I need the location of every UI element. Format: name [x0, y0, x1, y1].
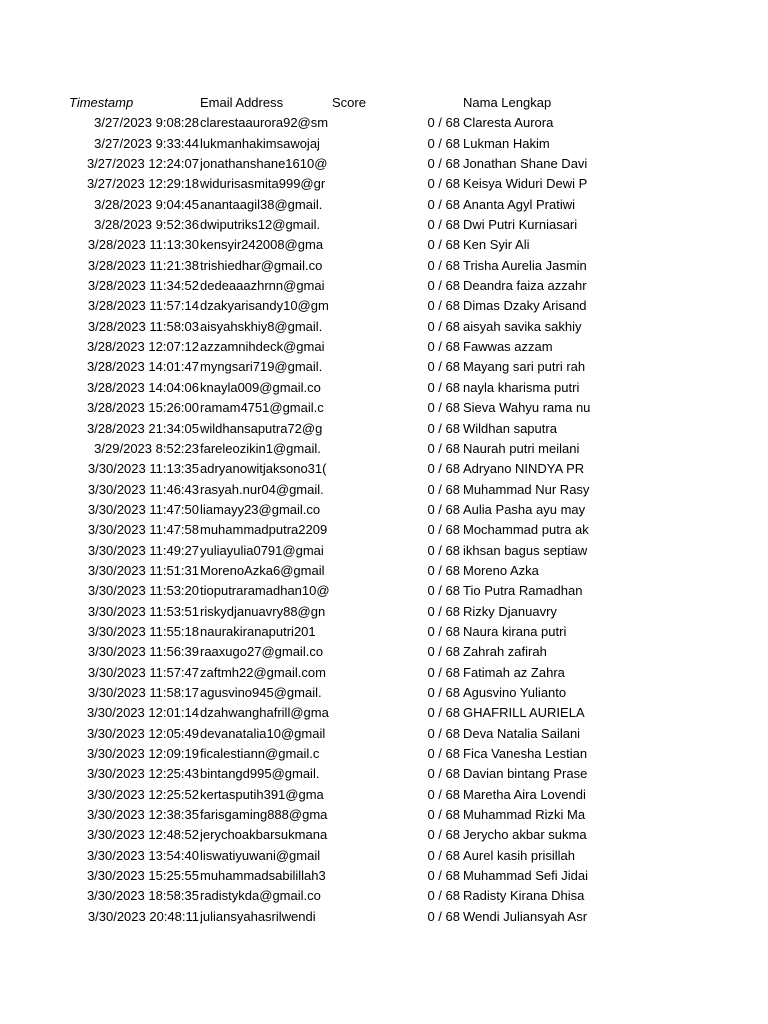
score-cell: 0 / 68: [427, 908, 460, 924]
timestamp-cell: 3/28/2023 11:21:38: [87, 257, 199, 273]
timestamp-cell: 3/27/2023 9:33:44: [94, 135, 199, 151]
score-cell: 0 / 68: [427, 725, 460, 741]
timestamp-cell: 3/30/2023 11:53:51: [87, 603, 199, 619]
score-cell: 0 / 68: [427, 847, 460, 863]
email-cell: kertasputih391@gma: [200, 786, 324, 802]
table-body: [0, 113, 768, 927]
score-cell: 0 / 68: [427, 746, 460, 761]
score-cell: 0 / 68: [427, 237, 460, 253]
email-cell: jerychoakbarsukmana: [200, 827, 328, 843]
name-cell: Adryano NINDYA PR: [463, 461, 585, 477]
table-row: [0, 256, 768, 276]
score-cell: 0 / 68: [427, 807, 460, 823]
timestamp-cell: 3/30/2023 11:47:58: [87, 522, 199, 538]
timestamp-cell: 3/30/2023 11:53:20: [87, 583, 199, 599]
score-cell: 0 / 68: [427, 217, 460, 233]
email-cell: knayla009@gmail.co: [200, 379, 321, 395]
timestamp-cell: 3/30/2023 11:49:27: [87, 542, 199, 558]
score-cell: 0 / 68: [427, 135, 460, 151]
score-cell: 0 / 68: [427, 318, 460, 334]
email-cell: kensyir242008@gma: [200, 237, 324, 253]
email-cell: ramam4751@gmail.c: [200, 400, 324, 416]
email-cell: trishiedhar@gmail.co: [200, 257, 323, 273]
name-cell: Muhammad Sefi Jidai: [463, 868, 588, 884]
email-cell: lukmanhakimsawojaj: [200, 135, 320, 151]
name-cell: Tio Putra Ramadhan: [463, 583, 583, 599]
score-cell: 0 / 68: [427, 359, 460, 375]
name-cell: Maretha Aira Lovendi: [463, 786, 586, 802]
email-cell: dzahwanghafrill@gma: [200, 705, 329, 721]
name-cell: Keisya Widuri Dewi P: [463, 176, 588, 192]
timestamp-cell: 3/28/2023 14:01:47: [86, 359, 199, 375]
email-cell: zaftmh22@gmail.com: [200, 664, 326, 680]
name-cell: Dimas Dzaky Arisand: [463, 298, 587, 314]
name-cell: Deandra faiza azzahr: [463, 278, 587, 294]
score-cell: 0 / 68: [427, 156, 460, 172]
timestamp-cell: 3/30/2023 12:25:43: [86, 766, 199, 782]
name-cell: Aulia Pasha ayu may: [463, 501, 586, 517]
table-row: [0, 459, 768, 479]
timestamp-cell: 3/30/2023 13:54:40: [86, 847, 199, 863]
score-cell: 0 / 68: [427, 257, 460, 273]
score-cell: 0 / 68: [427, 481, 460, 497]
table-row: [0, 154, 768, 174]
score-cell: 0 / 68: [427, 501, 460, 517]
email-cell: tioputraramadhan10@: [200, 583, 330, 599]
name-cell: Trisha Aurelia Jasmin: [463, 257, 587, 273]
timestamp-cell: 3/28/2023 9:04:45: [94, 196, 199, 212]
table-row: [0, 622, 768, 642]
email-cell: myngsari719@gmail.: [200, 359, 323, 375]
timestamp-cell: 3/27/2023 12:29:18: [86, 176, 199, 192]
name-cell: Lukman Hakim: [463, 135, 550, 151]
score-cell: 0 / 68: [427, 115, 460, 131]
timestamp-cell: 3/28/2023 14:04:06: [86, 379, 199, 395]
score-cell: 0 / 68: [427, 623, 460, 639]
score-cell: 0 / 68: [427, 684, 460, 700]
score-cell: 0 / 68: [427, 461, 460, 477]
email-cell: raaxugo27@gmail.co: [200, 644, 324, 660]
timestamp-cell: 3/28/2023 12:07:12: [86, 339, 199, 355]
timestamp-cell: 3/30/2023 15:25:55: [86, 868, 199, 884]
table-row: [0, 235, 768, 255]
table-row: [0, 520, 768, 540]
table-row: [0, 134, 768, 154]
timestamp-cell: 3/28/2023 11:57:14: [87, 298, 199, 314]
email-cell: bintangd995@gmail.: [200, 766, 320, 782]
score-cell: 0 / 68: [427, 786, 460, 802]
name-cell: Jonathan Shane Davi: [463, 156, 588, 172]
table-row: [0, 337, 768, 357]
email-cell: aisyahskhiy8@gmail.: [200, 318, 323, 334]
score-cell: 0 / 68: [427, 420, 460, 436]
table-row: [0, 724, 768, 744]
table-row: [0, 419, 768, 439]
score-cell: 0 / 68: [427, 562, 460, 578]
score-cell: 0 / 68: [427, 766, 460, 782]
timestamp-cell: 3/28/2023 11:34:52: [87, 278, 199, 294]
timestamp-cell: 3/27/2023 9:08:28: [94, 115, 199, 131]
table-row: [0, 357, 768, 377]
email-cell: anantaagil38@gmail.: [200, 196, 323, 212]
name-cell: Ken Syir Ali: [463, 237, 530, 253]
table-row: [0, 480, 768, 500]
email-cell: liamayy23@gmail.co: [200, 501, 321, 517]
score-cell: 0 / 68: [427, 176, 460, 192]
email-cell: devanatalia10@gmail: [200, 725, 326, 741]
email-cell: radistykda@gmail.co: [200, 888, 321, 904]
name-cell: Sieva Wahyu rama nu: [463, 400, 591, 416]
timestamp-cell: 3/30/2023 11:56:39: [87, 644, 199, 660]
email-cell: dzakyarisandy10@gm: [200, 298, 329, 314]
name-cell: Fawwas azzam: [463, 339, 553, 355]
score-cell: 0 / 68: [427, 440, 460, 456]
timestamp-cell: 3/30/2023 18:58:35: [86, 888, 199, 904]
name-cell: Muhammad Nur Rasy: [463, 481, 590, 497]
table-row: [0, 398, 768, 418]
name-cell: Claresta Aurora: [463, 115, 554, 131]
timestamp-cell: 3/30/2023 12:38:35: [86, 807, 199, 823]
email-cell: adryanowitjaksono31(: [200, 461, 327, 477]
name-cell: Wildhan saputra: [463, 420, 557, 436]
score-cell: 0 / 68: [427, 583, 460, 599]
email-cell: ficalestiann@gmail.c: [200, 746, 320, 761]
table-row: [0, 907, 768, 927]
score-cell: 0 / 68: [427, 196, 460, 212]
table-row: [0, 785, 768, 805]
email-cell: clarestaaurora92@sm: [200, 115, 329, 131]
email-cell: liswatiyuwani@gmail: [200, 847, 321, 863]
name-cell: Fatimah az Zahra: [463, 664, 565, 680]
score-cell: 0 / 68: [427, 542, 460, 558]
timestamp-cell: 3/27/2023 12:24:07: [86, 156, 199, 172]
score-cell: 0 / 68: [427, 888, 460, 904]
timestamp-cell: 3/30/2023 11:58:17: [87, 684, 199, 700]
timestamp-cell: 3/30/2023 11:46:43: [87, 481, 199, 497]
name-cell: Ananta Agyl Pratiwi: [463, 196, 576, 212]
timestamp-cell: 3/30/2023 12:09:19: [86, 746, 199, 761]
table-row: [0, 886, 768, 906]
timestamp-cell: 3/30/2023 11:55:18: [87, 623, 199, 639]
name-cell: Wendi Juliansyah Asr: [463, 908, 588, 924]
name-cell: Mochammad putra ak: [463, 522, 589, 538]
timestamp-cell: 3/28/2023 11:58:03: [87, 318, 199, 334]
table-row: [0, 866, 768, 886]
table-row: [0, 581, 768, 601]
table-row: [0, 500, 768, 520]
timestamp-cell: 3/28/2023 9:52:36: [94, 217, 199, 233]
table-row: [0, 561, 768, 581]
timestamp-cell: 3/30/2023 12:25:52: [86, 786, 199, 802]
table-row: [0, 113, 768, 133]
table-row: [0, 195, 768, 215]
email-cell: dwiputriks12@gmail.: [200, 217, 321, 233]
timestamp-cell: 3/30/2023 11:57:47: [87, 664, 199, 680]
score-header: Score: [332, 95, 366, 110]
score-cell: 0 / 68: [427, 400, 460, 416]
table-row: [0, 703, 768, 723]
table-row: [0, 317, 768, 337]
table-row: [0, 215, 768, 235]
score-cell: 0 / 68: [427, 298, 460, 314]
table-row: [0, 663, 768, 683]
timestamp-cell: 3/28/2023 15:26:00: [86, 400, 199, 416]
email-cell: rasyah.nur04@gmail.: [200, 481, 324, 497]
header-row: [0, 93, 768, 113]
score-cell: 0 / 68: [427, 603, 460, 619]
email-cell: farisgaming888@gma: [200, 807, 328, 823]
name-cell: Moreno Azka: [463, 562, 539, 578]
name-cell: Agusvino Yulianto: [463, 684, 567, 700]
email-cell: widurisasmita999@gr: [200, 176, 326, 192]
table-row: [0, 602, 768, 622]
score-cell: 0 / 68: [427, 278, 460, 294]
email-cell: muhammadputra2209: [200, 522, 328, 538]
table-row: [0, 642, 768, 662]
score-cell: 0 / 68: [427, 522, 460, 538]
timestamp-cell: 3/30/2023 11:47:50: [87, 501, 199, 517]
table-row: [0, 541, 768, 561]
name-cell: Davian bintang Prase: [463, 766, 588, 782]
email-cell: dedeaaazhrnn@gmai: [200, 278, 325, 294]
table-row: [0, 805, 768, 825]
name-cell: Naurah putri meilani: [463, 440, 580, 456]
email-header: Email Address: [200, 95, 284, 110]
email-cell: juliansyahasrilwendi: [200, 908, 316, 924]
email-cell: naurakiranaputri201: [200, 623, 316, 639]
table-row: [0, 683, 768, 703]
timestamp-cell: 3/30/2023 11:51:31: [87, 562, 199, 578]
name-cell: Aurel kasih prisillah: [463, 847, 575, 863]
name-cell: Mayang sari putri rah: [463, 359, 586, 375]
timestamp-cell: 3/30/2023 12:01:14: [86, 705, 199, 721]
table-row: [0, 378, 768, 398]
score-cell: 0 / 68: [427, 644, 460, 660]
name-cell: nayla kharisma putri: [463, 379, 580, 395]
timestamp-header: Timestamp: [69, 95, 134, 110]
timestamp-cell: 3/30/2023 20:48:11: [87, 908, 199, 924]
table-row: [0, 296, 768, 316]
table-row: [0, 846, 768, 866]
timestamp-cell: 3/30/2023 11:13:35: [87, 461, 199, 477]
timestamp-cell: 3/29/2023 8:52:23: [94, 440, 199, 456]
name-cell: Naura kirana putri: [463, 623, 567, 639]
email-cell: azzamnihdeck@gmai: [200, 339, 325, 355]
email-cell: jonathanshane1610@: [200, 156, 328, 172]
table-row: [0, 174, 768, 194]
table-row: [0, 744, 768, 764]
table-row: [0, 439, 768, 459]
name-cell: Deva Natalia Sailani: [463, 725, 581, 741]
name-header: Nama Lengkap: [463, 95, 552, 110]
timestamp-cell: 3/30/2023 12:05:49: [86, 725, 199, 741]
score-cell: 0 / 68: [427, 827, 460, 843]
name-cell: Jerycho akbar sukma: [463, 827, 587, 843]
timestamp-cell: 3/28/2023 21:34:05: [86, 420, 199, 436]
name-cell: Fica Vanesha Lestian: [463, 746, 588, 761]
email-cell: MorenoAzka6@gmail: [200, 562, 325, 578]
name-cell: Muhammad Rizki Ma: [463, 807, 586, 823]
response-sheet: [0, 93, 768, 927]
table-row: [0, 276, 768, 296]
email-cell: wildhansaputra72@g: [200, 420, 323, 436]
name-cell: aisyah savika sakhiy: [463, 318, 582, 334]
email-cell: yuliayulia0791@gmai: [200, 542, 324, 558]
table-row: [0, 825, 768, 845]
email-cell: agusvino945@gmail.: [200, 684, 322, 700]
name-cell: ikhsan bagus septiaw: [463, 542, 588, 558]
timestamp-cell: 3/30/2023 12:48:52: [86, 827, 199, 843]
score-cell: 0 / 68: [427, 705, 460, 721]
score-cell: 0 / 68: [427, 868, 460, 884]
name-cell: GHAFRILL AURIELA: [463, 705, 585, 721]
name-cell: Radisty Kirana Dhisa: [463, 888, 585, 904]
table-row: [0, 764, 768, 784]
name-cell: Rizky Djanuavry: [463, 603, 557, 619]
name-cell: Dwi Putri Kurniasari: [463, 217, 578, 233]
email-cell: fareleozikin1@gmail.: [200, 440, 321, 456]
email-cell: muhammadsabilillah3: [200, 868, 326, 884]
score-cell: 0 / 68: [427, 379, 460, 395]
timestamp-cell: 3/28/2023 11:13:30: [87, 237, 199, 253]
name-cell: Zahrah zafirah: [463, 644, 547, 660]
score-cell: 0 / 68: [427, 339, 460, 355]
email-cell: riskydjanuavry88@gn: [200, 603, 326, 619]
score-cell: 0 / 68: [427, 664, 460, 680]
